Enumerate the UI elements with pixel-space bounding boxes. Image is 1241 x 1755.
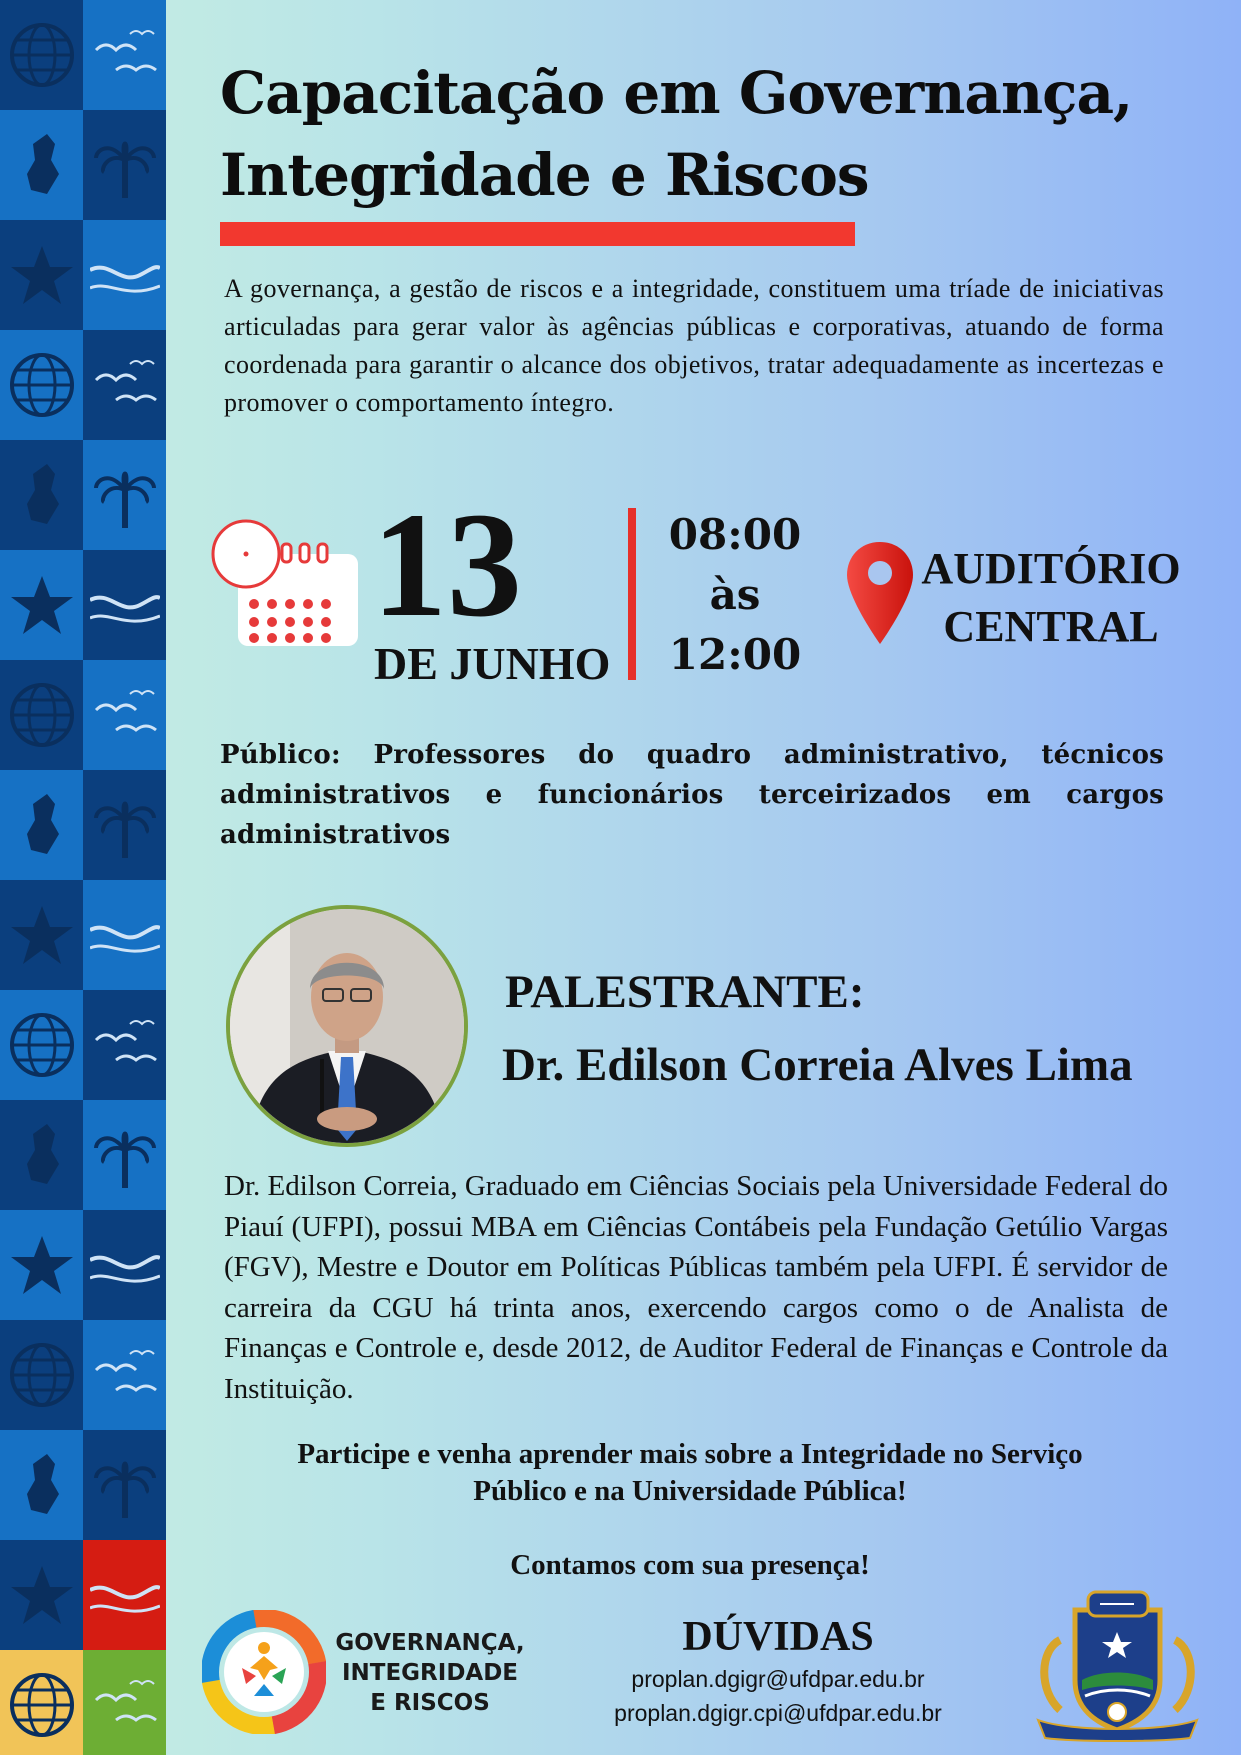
title-line-1: Capacitação em Governança, <box>220 59 1133 127</box>
venue-line-2: CENTRAL <box>943 602 1159 651</box>
sidebar-tile-birds-icon <box>83 660 166 770</box>
decorative-sidebar <box>0 0 166 1755</box>
palm-tree-icon <box>90 1120 160 1190</box>
sidebar-tile-state-map-icon <box>0 1430 83 1540</box>
sidebar-tile-globe-icon <box>0 990 83 1100</box>
time-end: 12:00 <box>668 630 802 679</box>
sidebar-tile-star-icon <box>0 550 83 660</box>
sidebar-tile-river-icon <box>83 1210 166 1320</box>
time-start: 08:00 <box>668 510 802 559</box>
sidebar-tile-star-icon <box>0 220 83 330</box>
globe-icon <box>7 680 77 750</box>
palm-tree-icon <box>90 790 160 860</box>
birds-icon <box>90 1010 160 1080</box>
state-map-icon <box>7 130 77 200</box>
star-icon <box>7 1230 77 1300</box>
river-icon <box>90 570 160 640</box>
sidebar-tile-birds-icon <box>83 990 166 1100</box>
logo-line-2: INTEGRIDADE <box>341 1660 519 1686</box>
event-day: 13 <box>372 482 522 648</box>
state-map-icon <box>7 1120 77 1190</box>
sidebar-tile-globe-icon <box>0 330 83 440</box>
page-title <box>220 52 1200 216</box>
governance-logo-icon <box>202 1610 326 1734</box>
speaker-portrait-image <box>230 909 464 1143</box>
closing-message: Contamos com sua presença! <box>510 1549 870 1581</box>
sidebar-tile-river-icon <box>83 550 166 660</box>
venue-line-1: AUDITÓRIO <box>921 544 1181 593</box>
sidebar-tile-river-icon <box>83 220 166 330</box>
star-icon <box>7 1560 77 1630</box>
sidebar-tile-palm-tree-icon <box>83 1100 166 1210</box>
globe-icon <box>7 1340 77 1410</box>
globe-icon <box>7 1670 77 1740</box>
logo-line-1: GOVERNANÇA, <box>335 1630 525 1656</box>
sidebar-tile-river-icon <box>83 880 166 990</box>
sidebar-tile-star-icon <box>0 1210 83 1320</box>
speaker-label: PALESTRANTE: <box>505 966 865 1018</box>
sidebar-tile-birds-icon <box>83 0 166 110</box>
state-map-icon <box>7 790 77 860</box>
location-pin-icon <box>845 540 915 648</box>
star-icon <box>7 240 77 310</box>
time-separator: às <box>709 570 761 619</box>
river-icon <box>90 900 160 970</box>
sidebar-tile-birds-icon <box>83 330 166 440</box>
audience-text: Público: Professores do quadro administrativo, técnicos administrativos e funcionários terceirizados em cargos administrativos <box>220 740 1164 850</box>
palm-tree-icon <box>90 130 160 200</box>
calendar-icon <box>210 518 362 650</box>
call-to-action <box>220 1436 1160 1510</box>
contact-email-1[interactable]: proplan.dgigr@ufdpar.edu.br <box>631 1666 925 1692</box>
birds-icon <box>90 1670 160 1740</box>
globe-icon <box>7 1010 77 1080</box>
speaker-photo <box>226 905 468 1147</box>
sidebar-tile-river-icon <box>83 1540 166 1650</box>
governance-logo-text <box>330 1628 530 1718</box>
sidebar-tile-birds-icon <box>83 1650 166 1755</box>
globe-icon <box>7 20 77 90</box>
sidebar-tile-globe-icon <box>0 1650 83 1755</box>
birds-icon <box>90 1340 160 1410</box>
birds-icon <box>90 680 160 750</box>
river-icon <box>90 1560 160 1630</box>
star-icon <box>7 570 77 640</box>
sidebar-tile-globe-icon <box>0 660 83 770</box>
title-underline <box>220 222 855 246</box>
star-icon <box>7 900 77 970</box>
palm-tree-icon <box>90 460 160 530</box>
sidebar-tile-palm-tree-icon <box>83 1430 166 1540</box>
title-line-2: Integridade e Riscos <box>220 141 869 209</box>
logo-line-3: E RISCOS <box>370 1690 490 1716</box>
sidebar-tile-star-icon <box>0 1540 83 1650</box>
birds-icon <box>90 20 160 90</box>
sidebar-tile-state-map-icon <box>0 770 83 880</box>
event-venue <box>920 540 1182 656</box>
sidebar-tile-state-map-icon <box>0 440 83 550</box>
sidebar-tile-birds-icon <box>83 1320 166 1430</box>
sidebar-tile-palm-tree-icon <box>83 770 166 880</box>
birds-icon <box>90 350 160 420</box>
contact-section <box>595 1612 961 1730</box>
sidebar-tile-state-map-icon <box>0 110 83 220</box>
intro-paragraph: A governança, a gestão de riscos e a integridade, constituem uma tríade de iniciativas articuladas para gerar valor às agências públicas e corporativas, atuando de forma coordenada para garantir o alcance dos objetivos, tratar adequadamente as incertezas e promover o comportamento íntegro. <box>224 274 1164 417</box>
sidebar-tile-state-map-icon <box>0 1100 83 1210</box>
event-time <box>655 505 815 685</box>
globe-icon <box>7 350 77 420</box>
sidebar-tile-palm-tree-icon <box>83 440 166 550</box>
palm-tree-icon <box>90 1450 160 1520</box>
river-icon <box>90 1230 160 1300</box>
contact-email-2[interactable]: proplan.dgigr.cpi@ufdpar.edu.br <box>614 1700 942 1726</box>
date-time-divider <box>628 508 636 680</box>
speaker-name: Dr. Edilson Correia Alves Lima <box>502 1039 1133 1091</box>
event-month: DE JUNHO <box>374 638 611 689</box>
cta-line-1: Participe e venha aprender mais sobre a Integridade no Serviço <box>297 1438 1083 1470</box>
cta-line-2: Público e na Universidade Pública! <box>473 1475 907 1507</box>
sidebar-tile-star-icon <box>0 880 83 990</box>
state-map-icon <box>7 1450 77 1520</box>
university-crest-logo <box>1030 1580 1205 1742</box>
speaker-bio: Dr. Edilson Correia, Graduado em Ciências Sociais pela Universidade Federal do Piauí (UFPI), possui MBA em Ciências Contábeis pela Fundação Getúlio Vargas (FGV), Mestre e Doutor em Políticas Públicas também pela UFPI. É servidor de carreira da CGU há trinta anos, exercendo cargos como o de Analista de Finanças e Controle e, desde 2012, de Auditor Federal de Finanças e Controle da Instituição. <box>224 1170 1168 1405</box>
contact-title: DÚVIDAS <box>682 1614 874 1660</box>
state-map-icon <box>7 460 77 530</box>
river-icon <box>90 240 160 310</box>
sidebar-tile-globe-icon <box>0 1320 83 1430</box>
sidebar-tile-globe-icon <box>0 0 83 110</box>
sidebar-tile-palm-tree-icon <box>83 110 166 220</box>
